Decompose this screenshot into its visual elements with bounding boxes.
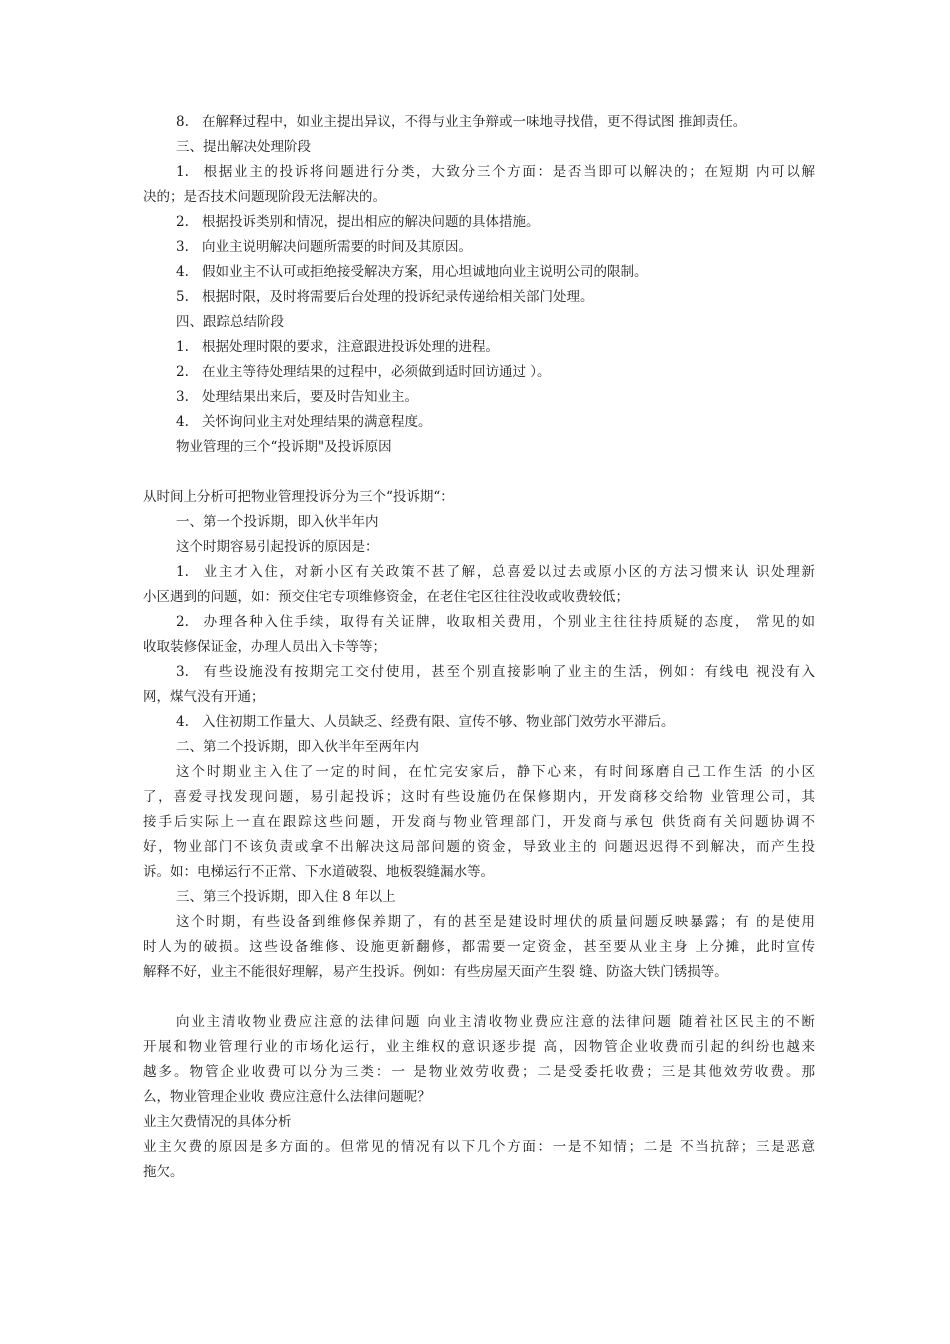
item-text: 在解释过程中，如业主提出异议，不得与业主争辩或一味地寻找借，更不得试图 推卸责任。 [202, 114, 747, 130]
paragraph [143, 535, 815, 560]
item-text: 假如业主不认可或拒绝接受解决方案，用心坦诚地向业主说明公司的限制。 [202, 264, 648, 280]
item-number: 1. [176, 164, 189, 180]
item-text: 处理结果出来后，要及时告知业主。 [202, 389, 418, 405]
list-item-continuation [143, 635, 815, 660]
paragraph-text: 诉。如：电梯运行不正常、下水道破裂、地板裂缝漏水等。 [143, 864, 494, 880]
paragraph-line [143, 1060, 815, 1085]
paragraph-line [143, 810, 815, 835]
heading-text: 二、第二个投诉期，即入伙半年至两年内 [176, 739, 419, 755]
paragraph-line [143, 835, 815, 860]
paragraph-line [143, 1035, 815, 1060]
item-number: 3. [176, 664, 189, 680]
section-heading [143, 735, 815, 760]
item-number: 2. [176, 214, 189, 230]
list-item-continuation [143, 185, 815, 210]
section-heading [143, 885, 815, 910]
list-item [143, 260, 815, 285]
item-text: 根据时限，及时将需要后台处理的投诉纪录传递给相关部门处理。 [202, 289, 594, 305]
item-number: 1. [176, 564, 189, 580]
heading-text: 三、提出解决处理阶段 [176, 139, 311, 155]
section-heading [143, 1110, 815, 1135]
heading-text: 三、第三个投诉期，即入住 8 年以上 [176, 889, 396, 905]
complaint-periods-section [143, 485, 815, 985]
list-item [143, 335, 815, 360]
complaint-handling-section [143, 110, 815, 460]
paragraph-text: 业主欠费的原因是多方面的。但常见的情况有以下几个方面：一是不知情；二是 不当抗辞；三是恶意 [143, 1139, 815, 1155]
item-number: 4. [176, 714, 189, 730]
item-text: 决的；是否技术问题现阶段无法解决的。 [143, 189, 386, 205]
list-item [143, 160, 815, 185]
item-number: 3. [176, 239, 189, 255]
paragraph-text: 这个时期业主入住了一定的时间，在忙完安家后，静下心来，有时间琢磨自己工作生活 的小区 [176, 764, 815, 780]
property-fee-section [143, 1010, 815, 1185]
paragraph-text: 么，物业管理企业收 费应注意什么法律问题呢？ [143, 1089, 431, 1105]
item-text: 根据业主的投诉将问题进行分类，大致分三个方面：是否当即可以解决的；在短期 内可以解 [202, 164, 815, 180]
paragraph-text: 拖欠。 [143, 1164, 184, 1180]
paragraph-text: 越多。物管企业收费可以分为三类：一 是物业效劳收费；二是受委托收费；三是其他效劳收费。那 [143, 1064, 815, 1080]
item-text: 关怀询问业主对处理结果的满意程度。 [202, 414, 432, 430]
list-item [143, 560, 815, 585]
item-number: 4. [176, 414, 189, 430]
list-item [143, 285, 815, 310]
list-item [143, 235, 815, 260]
paragraph-text: 这个时期，有些设备到维修保养期了，有的甚至是建设时埋伏的质量问题反映暴露；有 的是使用 [176, 914, 815, 930]
paragraph-line [143, 1010, 815, 1035]
item-text: 向业主说明解决问题所需要的时间及其原因。 [202, 239, 472, 255]
list-item [143, 385, 815, 410]
section-title [143, 435, 815, 460]
item-text: 入住初期工作量大、人员缺乏、经费有限、宣传不够、物业部门效劳水平滞后。 [202, 714, 675, 730]
paragraph-text: 向业主清收物业费应注意的法律问题 向业主清收物业费应注意的法律问题 随着社区民主的不断 [176, 1014, 815, 1030]
item-number: 8. [176, 114, 189, 130]
heading-text: 一、第一个投诉期，即入伙半年内 [176, 514, 379, 530]
paragraph-line [143, 960, 815, 985]
item-number: 1. [176, 339, 189, 355]
paragraph [143, 485, 815, 510]
list-item [143, 210, 815, 235]
item-text: 业主才入住，对新小区有关政策不甚了解，总喜爱以过去或原小区的方法习惯来认 识处理新 [202, 564, 815, 580]
paragraph-text: 时人为的破损。这些设备维修、设施更新翻修，都需要一定资金，甚至要从业主身 上分摊，此时宣传 [143, 939, 815, 955]
item-number: 5. [176, 289, 189, 305]
item-text: 网，煤气没有开通； [143, 689, 265, 705]
list-item [143, 360, 815, 385]
item-number: 2. [176, 614, 189, 630]
item-text: 根据处理时限的要求，注意跟进投诉处理的进程。 [202, 339, 499, 355]
item-text: 根据投诉类别和情况，提出相应的解决问题的具体措施。 [202, 214, 540, 230]
item-text: 办理各种入住手续，取得有关证牌，收取相关费用，个别业主往往持质疑的态度， 常见的如 [202, 614, 815, 630]
paragraph-text: 开展和物业管理行业的市场化运行，业主维权的意识逐步提 高，因物管企业收费而引起的纠纷也越来 [143, 1039, 815, 1055]
list-item-continuation [143, 685, 815, 710]
list-item [143, 110, 815, 135]
list-item-continuation [143, 585, 815, 610]
section-heading [143, 510, 815, 535]
section-heading [143, 310, 815, 335]
paragraph-line [143, 910, 815, 935]
list-item [143, 710, 815, 735]
item-text: 小区遇到的问题，如：预交住宅专项维修资金，在老住宅区往往没收或收费较低； [143, 589, 629, 605]
section-heading [143, 135, 815, 160]
title-text: 物业管理的三个“投诉期"及投诉原因 [176, 439, 392, 455]
item-text: 收取装修保证金，办理人员出入卡等等； [143, 639, 386, 655]
paragraph-line [143, 1160, 815, 1185]
list-item [143, 410, 815, 435]
paragraph-line [143, 860, 815, 885]
item-text: 有些设施没有按期完工交付使用，甚至个别直接影响了业主的生活，例如：有线电 视没有入 [202, 664, 815, 680]
paragraph-text: 好，物业部门不该负责或拿不出解决这局部问题的资金，导致业主的 问题迟迟得不到解决，而产生投 [143, 839, 815, 855]
paragraph-line [143, 760, 815, 785]
heading-text: 四、跟踪总结阶段 [176, 314, 284, 330]
paragraph-line [143, 1085, 815, 1110]
paragraph-text: 解释不好，业主不能很好理解，易产生投诉。例如：有些房屋天面产生裂 缝、防盗大铁门锈损等。 [143, 964, 728, 980]
paragraph-text: 这个时期容易引起投诉的原因是： [176, 539, 379, 555]
paragraph-text: 从时间上分析可把物业管理投诉分为三个“投诉期“： [143, 489, 454, 505]
item-number: 4. [176, 264, 189, 280]
heading-text: 业主欠费情况的具体分析 [143, 1114, 292, 1130]
paragraph-line [143, 935, 815, 960]
paragraph-line [143, 1135, 815, 1160]
list-item [143, 610, 815, 635]
list-item [143, 660, 815, 685]
item-number: 3. [176, 389, 189, 405]
paragraph-text: 接手后实际上一直在跟踪这些问题，开发商与物业管理部门，开发商与承包 供货商有关问题协调不 [143, 814, 815, 830]
item-number: 2. [176, 364, 189, 380]
item-text: 在业主等待处理结果的过程中，必须做到适时回访通过 ）。 [202, 364, 551, 380]
paragraph-text: 了，喜爱寻找发现问题，易引起投诉；这时有些设施仍在保修期内，开发商移交给物 业管理公司，其 [143, 789, 815, 805]
paragraph-line [143, 785, 815, 810]
